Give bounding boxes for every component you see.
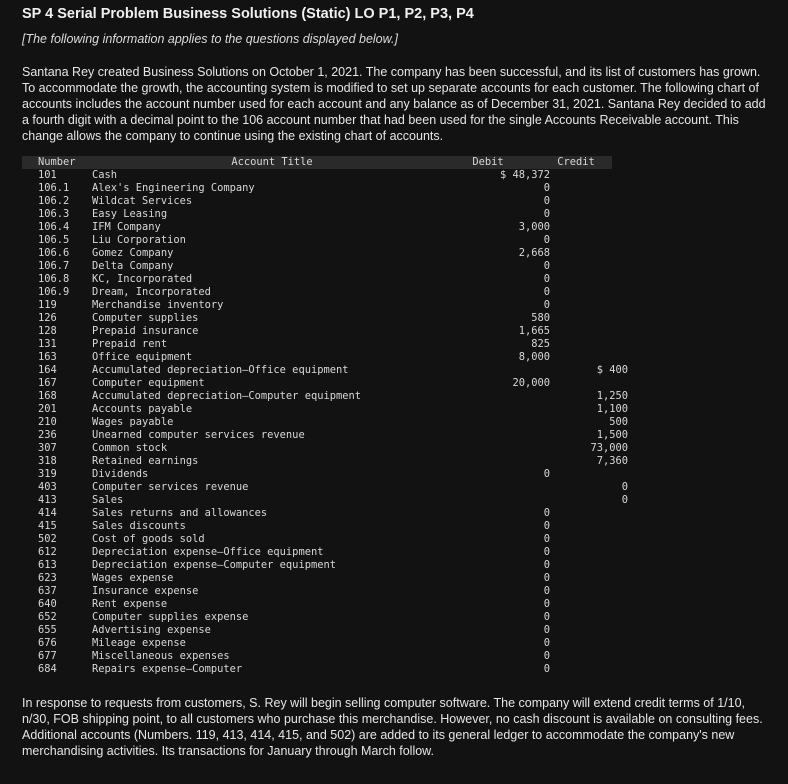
- debit-amount: 0: [543, 546, 550, 558]
- debit-amount: 8,000: [518, 351, 550, 363]
- table-row: [22, 260, 778, 273]
- debit-amount: [452, 442, 550, 455]
- account-title: Unearned computer services revenue: [92, 429, 305, 441]
- credit-amount: [550, 546, 628, 559]
- account-number: 201: [38, 403, 57, 415]
- debit-amount: [452, 494, 550, 507]
- table-row: [22, 637, 778, 650]
- debit-amount: [452, 455, 550, 468]
- account-number: 106.7: [38, 260, 70, 272]
- table-row: [22, 520, 778, 533]
- header-account-title: Account Title: [231, 156, 313, 168]
- account-number: 640: [38, 598, 57, 610]
- debit-amount: 0: [543, 637, 550, 649]
- credit-amount: [550, 195, 628, 208]
- table-row: [22, 585, 778, 598]
- credit-amount: [550, 533, 628, 546]
- credit-amount: [550, 299, 628, 312]
- account-title: Alex's Engineering Company: [92, 182, 255, 194]
- header-number: Number: [38, 156, 76, 168]
- account-title: IFM Company: [92, 221, 161, 233]
- account-title: Liu Corporation: [92, 234, 186, 246]
- account-title: Repairs expense—Computer: [92, 663, 243, 675]
- debit-amount: 0: [543, 260, 550, 272]
- table-row: [22, 455, 778, 468]
- account-number: 210: [38, 416, 57, 428]
- header-credit: Credit: [557, 156, 595, 168]
- header-debit: Debit: [472, 156, 504, 168]
- account-title: Miscellaneous expenses: [92, 650, 230, 662]
- table-row: [22, 598, 778, 611]
- account-number: 164: [38, 364, 57, 376]
- table-row: [22, 403, 778, 416]
- account-title: Depreciation expense—Computer equipment: [92, 559, 336, 571]
- account-number: 128: [38, 325, 57, 337]
- account-title: Prepaid insurance: [92, 325, 199, 337]
- table-row: [22, 533, 778, 546]
- table-row: [22, 325, 778, 338]
- account-title: Sales discounts: [92, 520, 186, 532]
- account-number: 676: [38, 637, 57, 649]
- credit-amount: [550, 585, 628, 598]
- account-title: Accounts payable: [92, 403, 193, 415]
- debit-amount: 2,668: [518, 247, 550, 259]
- debit-amount: 0: [543, 663, 550, 675]
- credit-amount: [550, 650, 628, 663]
- credit-amount: [550, 325, 628, 338]
- table-row: [22, 390, 778, 403]
- credit-amount: $ 400: [596, 364, 628, 376]
- credit-amount: [550, 624, 628, 637]
- debit-amount: 0: [543, 273, 550, 285]
- credit-amount: [550, 286, 628, 299]
- account-number: 106.9: [38, 286, 70, 298]
- debit-amount: [452, 364, 550, 377]
- account-title: Wages payable: [92, 416, 174, 428]
- debit-amount: 3,000: [518, 221, 550, 233]
- debit-amount: 0: [543, 234, 550, 246]
- debit-amount: 0: [543, 520, 550, 532]
- account-number: 106.5: [38, 234, 70, 246]
- table-row: [22, 169, 778, 182]
- account-number: 677: [38, 650, 57, 662]
- account-title: Accumulated depreciation—Office equipment: [92, 364, 349, 376]
- credit-amount: 500: [609, 416, 628, 428]
- credit-amount: [550, 351, 628, 364]
- account-title: Insurance expense: [92, 585, 199, 597]
- table-row: [22, 351, 778, 364]
- account-number: 502: [38, 533, 57, 545]
- debit-amount: 1,665: [518, 325, 550, 337]
- credit-amount: [550, 598, 628, 611]
- account-number: 684: [38, 663, 57, 675]
- account-title: Wages expense: [92, 572, 174, 584]
- table-row: [22, 572, 778, 585]
- account-number: 106.2: [38, 195, 70, 207]
- debit-amount: [452, 390, 550, 403]
- account-title: Computer supplies: [92, 312, 199, 324]
- account-number: 652: [38, 611, 57, 623]
- account-title: Depreciation expense—Office equipment: [92, 546, 324, 558]
- credit-amount: 0: [621, 481, 628, 493]
- credit-amount: 1,250: [596, 390, 628, 402]
- credit-amount: [550, 559, 628, 572]
- table-row: [22, 221, 778, 234]
- table-row: [22, 468, 778, 481]
- debit-amount: [452, 481, 550, 494]
- account-title: Sales returns and allowances: [92, 507, 268, 519]
- account-number: 637: [38, 585, 57, 597]
- debit-amount: 0: [543, 286, 550, 298]
- table-row: [22, 494, 778, 507]
- table-row: [22, 247, 778, 260]
- chart-of-accounts-table: [22, 156, 778, 676]
- table-row: [22, 286, 778, 299]
- account-number: 415: [38, 520, 57, 532]
- table-row: [22, 663, 778, 676]
- table-header: [22, 156, 612, 169]
- account-number: 106.4: [38, 221, 70, 233]
- table-row: [22, 507, 778, 520]
- account-number: 106.6: [38, 247, 70, 259]
- debit-amount: 0: [543, 299, 550, 311]
- debit-amount: 0: [543, 572, 550, 584]
- account-number: 106.8: [38, 273, 70, 285]
- debit-amount: 0: [543, 624, 550, 636]
- info-note: [The following information applies to the questions displayed below.]: [22, 32, 398, 46]
- table-body: [22, 169, 778, 676]
- account-number: 167: [38, 377, 57, 389]
- account-title: Delta Company: [92, 260, 174, 272]
- account-title: Cash: [92, 169, 118, 181]
- table-row: [22, 195, 778, 208]
- debit-amount: [452, 416, 550, 429]
- account-title: Dream, Incorporated: [92, 286, 211, 298]
- debit-amount: 0: [543, 559, 550, 571]
- credit-amount: [550, 611, 628, 624]
- credit-amount: [550, 312, 628, 325]
- account-number: 131: [38, 338, 57, 350]
- credit-amount: [550, 273, 628, 286]
- debit-amount: 0: [543, 468, 550, 480]
- account-title: Cost of goods sold: [92, 533, 205, 545]
- debit-amount: [452, 429, 550, 442]
- table-row: [22, 559, 778, 572]
- credit-amount: [550, 260, 628, 273]
- account-title: Computer supplies expense: [92, 611, 249, 623]
- table-row: [22, 624, 778, 637]
- account-number: 168: [38, 390, 57, 402]
- debit-amount: 0: [543, 650, 550, 662]
- closing-paragraph: In response to requests from customers, S. Rey will begin selling computer software. The company will extend credit terms of 1/10, n/30, FOB shipping point, to all customers who purchase this merchandise. However, no cash discount is available on consulting fees. Additional accounts (Numbers. 119, 413, 414, 415, and 502) are added to its general ledger to accommodate the company's new merchandising activities. Its transactions for January through March follow.: [22, 696, 763, 758]
- credit-amount: 1,500: [596, 429, 628, 441]
- credit-amount: [550, 468, 628, 481]
- table-row: [22, 312, 778, 325]
- credit-amount: [550, 637, 628, 650]
- debit-amount: 0: [543, 182, 550, 194]
- debit-amount: $ 48,372: [499, 169, 550, 181]
- account-title: Gomez Company: [92, 247, 174, 259]
- account-number: 163: [38, 351, 57, 363]
- credit-amount: [550, 221, 628, 234]
- account-title: KC, Incorporated: [92, 273, 193, 285]
- account-title: Sales: [92, 494, 124, 506]
- credit-amount: [550, 208, 628, 221]
- table-row: [22, 299, 778, 312]
- credit-amount: [550, 572, 628, 585]
- account-number: 613: [38, 559, 57, 571]
- table-row: [22, 442, 778, 455]
- credit-amount: [550, 507, 628, 520]
- table-row: [22, 481, 778, 494]
- problem-title: SP 4 Serial Problem Business Solutions (Static) LO P1, P2, P3, P4: [22, 6, 474, 22]
- account-number: 307: [38, 442, 57, 454]
- credit-amount: 7,360: [596, 455, 628, 467]
- account-number: 414: [38, 507, 57, 519]
- credit-amount: [550, 377, 628, 390]
- credit-amount: [550, 247, 628, 260]
- credit-amount: [550, 520, 628, 533]
- table-row: [22, 364, 778, 377]
- account-number: 319: [38, 468, 57, 480]
- debit-amount: 0: [543, 195, 550, 207]
- account-number: 413: [38, 494, 57, 506]
- account-number: 236: [38, 429, 57, 441]
- account-title: Common stock: [92, 442, 168, 454]
- account-number: 403: [38, 481, 57, 493]
- credit-amount: [550, 234, 628, 247]
- account-title: Mileage expense: [92, 637, 186, 649]
- credit-amount: [550, 182, 628, 195]
- debit-amount: 0: [543, 533, 550, 545]
- account-number: 318: [38, 455, 57, 467]
- account-title: Rent expense: [92, 598, 168, 610]
- table-row: [22, 234, 778, 247]
- credit-amount: 73,000: [590, 442, 628, 454]
- credit-amount: 0: [621, 494, 628, 506]
- account-number: 106.3: [38, 208, 70, 220]
- account-number: 655: [38, 624, 57, 636]
- account-title: Computer equipment: [92, 377, 205, 389]
- account-number: 101: [38, 169, 57, 181]
- debit-amount: 0: [543, 585, 550, 597]
- account-number: 126: [38, 312, 57, 324]
- debit-amount: 0: [543, 598, 550, 610]
- table-row: [22, 429, 778, 442]
- account-title: Merchandise inventory: [92, 299, 224, 311]
- table-row: [22, 650, 778, 663]
- table-row: [22, 377, 778, 390]
- debit-amount: 0: [543, 208, 550, 220]
- account-title: Office equipment: [92, 351, 193, 363]
- account-number: 106.1: [38, 182, 70, 194]
- account-title: Accumulated depreciation—Computer equipment: [92, 390, 361, 402]
- account-title: Advertising expense: [92, 624, 211, 636]
- account-title: Wildcat Services: [92, 195, 193, 207]
- account-number: 623: [38, 572, 57, 584]
- account-number: 119: [38, 299, 57, 311]
- debit-amount: 825: [531, 338, 550, 350]
- table-row: [22, 273, 778, 286]
- credit-amount: 1,100: [596, 403, 628, 415]
- table-row: [22, 546, 778, 559]
- account-number: 612: [38, 546, 57, 558]
- account-title: Prepaid rent: [92, 338, 168, 350]
- debit-amount: 0: [543, 611, 550, 623]
- credit-amount: [550, 338, 628, 351]
- debit-amount: 0: [543, 507, 550, 519]
- account-title: Retained earnings: [92, 455, 199, 467]
- debit-amount: [452, 403, 550, 416]
- table-row: [22, 208, 778, 221]
- account-title: Easy Leasing: [92, 208, 168, 220]
- debit-amount: 580: [531, 312, 550, 324]
- credit-amount: [550, 169, 628, 182]
- table-row: [22, 416, 778, 429]
- table-row: [22, 338, 778, 351]
- table-row: [22, 611, 778, 624]
- account-title: Computer services revenue: [92, 481, 249, 493]
- account-title: Dividends: [92, 468, 149, 480]
- intro-paragraph: Santana Rey created Business Solutions on October 1, 2021. The company has been successful, and its list of customers has grown. To accommodate the growth, the accounting system is modified to set up separate accounts for each customer. The following chart of accounts includes the account number used for each account and any balance as of December 31, 2021. Santana Rey decided to add a fourth digit with a decimal point to the 106 account number that had been used for the single Accounts Receivable account. This change allows the company to continue using the existing chart of accounts.: [22, 65, 766, 143]
- credit-amount: [550, 663, 628, 676]
- debit-amount: 20,000: [512, 377, 550, 389]
- table-row: [22, 182, 778, 195]
